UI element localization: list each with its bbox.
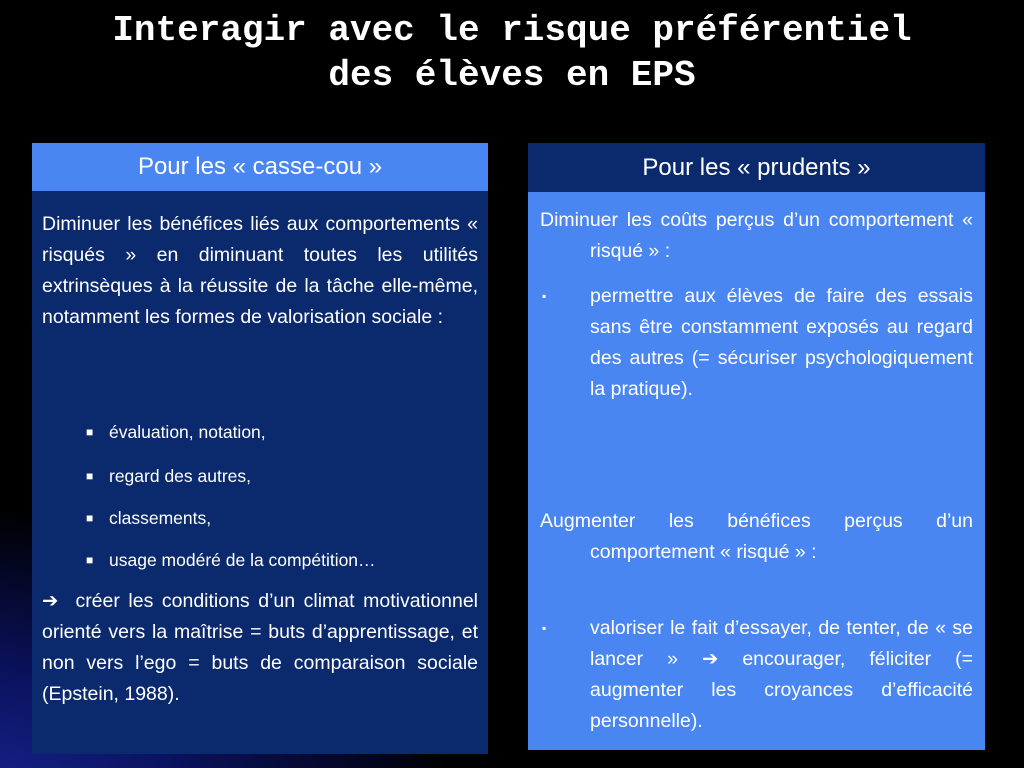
square-bullet-icon: ▪ [542, 289, 547, 303]
prudents-item1-bullet: ▪ permettre aux élèves de faire des essais sans être constamment exposés au regard des autres (= sécuriser psychologiquement la pratique). [590, 281, 973, 405]
casse-cou-bullet-list [84, 464, 251, 488]
prudents-panel [528, 143, 985, 750]
square-bullet-icon: ■ [86, 469, 94, 483]
casse-cou-bullet-list [84, 548, 376, 572]
arrow-right-icon: ➔ [42, 590, 59, 612]
prudents-item1-heading: Diminuer les coûts perçus d’un comportement « risqué » : [540, 209, 973, 262]
slide-title [0, 8, 1024, 98]
slide-title-line2: des élèves en EPS [328, 55, 696, 96]
square-bullet-icon: ▪ [542, 621, 547, 635]
casse-cou-header: Pour les « casse-cou » [32, 143, 488, 191]
list-item: ■ classements, [86, 508, 212, 528]
casse-cou-conclusion: ➔ créer les conditions d’un climat motivationnel orienté vers la maîtrise = buts d’apprentissage, et non vers l’ego = buts de comparaison sociale (Epstein, 1988). [42, 590, 478, 705]
casse-cou-bullet-list [84, 506, 211, 530]
casse-cou-intro: Diminuer les bénéfices liés aux comportements « risqués » en diminuant toutes les utilités extrinsèques à la réussite de la tâche elle-même, notamment les formes de valorisation sociale : [42, 213, 478, 328]
list-item: ■ évaluation, notation, [86, 422, 266, 442]
casse-cou-bullet-list [84, 420, 266, 444]
square-bullet-icon: ■ [86, 425, 94, 439]
list-item: ■ regard des autres, [86, 466, 252, 486]
list-item: ■ usage modéré de la compétition… [86, 550, 376, 570]
prudents-item2-heading: Augmenter les bénéfices perçus d’un comportement « risqué » : [540, 510, 973, 563]
prudents-header: Pour les « prudents » [528, 143, 985, 192]
square-bullet-icon: ■ [86, 511, 94, 525]
square-bullet-icon: ■ [86, 553, 94, 567]
slide-title-line1: Interagir avec le risque préférentiel [112, 10, 912, 51]
prudents-item2-bullet: ▪ valoriser le fait d’essayer, de tenter, de « se lancer » ➔ encourager, féliciter (= augmenter les croyances d’efficacité personnelle). [590, 613, 973, 737]
casse-cou-panel [32, 143, 488, 754]
